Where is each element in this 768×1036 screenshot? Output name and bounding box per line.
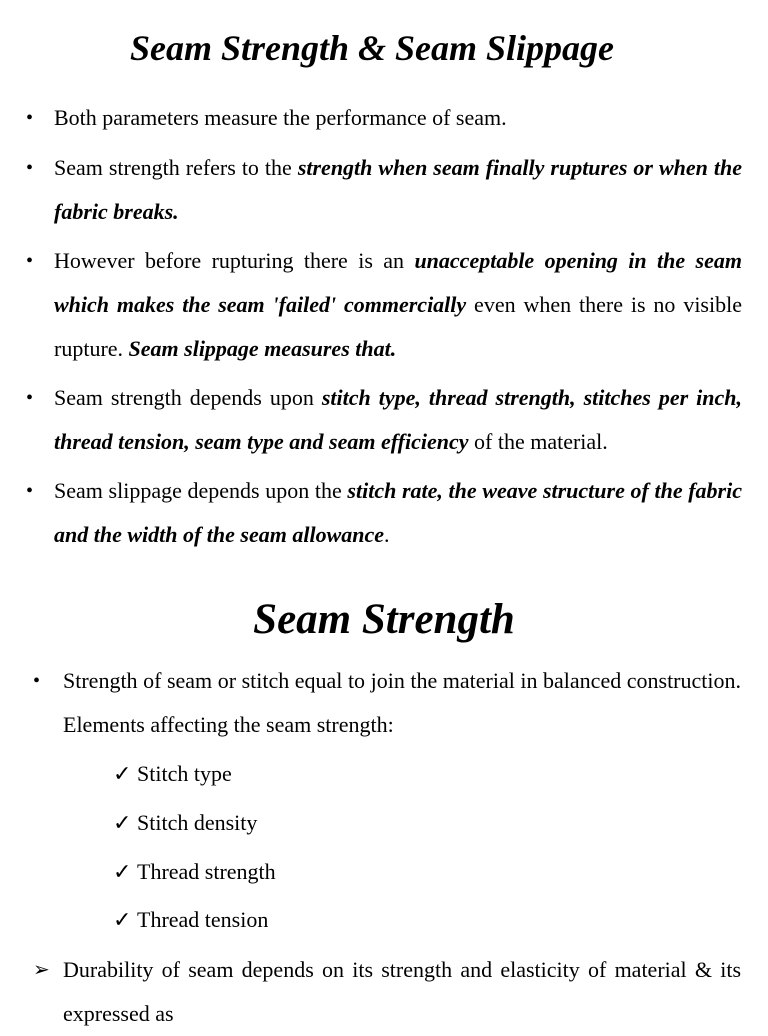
checkmark-icon: ✓ (113, 859, 132, 884)
bullet-text: . (384, 522, 390, 547)
bullet-marker: • (26, 387, 34, 409)
arrow-bullet (33, 948, 741, 1036)
bullet-marker: • (26, 157, 34, 179)
checklist-item (113, 850, 276, 894)
bullet-item (26, 146, 743, 234)
bullet-item (26, 469, 742, 557)
bullet-item (26, 96, 742, 140)
bullet-text: of the material. (468, 429, 608, 454)
bullet-marker: • (26, 107, 34, 129)
bullet-emphasis: stitch type, thread strength, stitches per inch, thread tension, seam type and seam efficiency (54, 385, 742, 454)
bullet-text: Strength of seam or stitch equal to join the material in balanced construction. Elements affecting the seam strength: (63, 668, 741, 737)
bullet-marker: • (26, 480, 34, 502)
checklist-item (113, 752, 232, 796)
bullet-text: Seam strength depends upon (54, 385, 322, 410)
bullet-text: Seam strength refers to the (54, 155, 298, 180)
page-title: Seam Strength & Seam Slippage (129, 28, 615, 68)
bullet-item (26, 376, 742, 464)
bullet-item (26, 239, 742, 371)
checklist-text: Stitch type (137, 761, 232, 786)
checkmark-icon: ✓ (113, 761, 132, 786)
arrow-icon: ➢ (33, 959, 50, 981)
checkmark-icon: ✓ (113, 907, 132, 932)
checklist-text: Thread tension (137, 907, 269, 932)
bullet-text: Both parameters measure the performance of seam. (54, 105, 507, 130)
checkmark-icon: ✓ (113, 810, 132, 835)
bullet-text: Seam slippage depends upon the (54, 478, 348, 503)
bullet-emphasis: strength when seam finally ruptures or when the fabric breaks. (54, 155, 743, 224)
checklist-text: Stitch density (137, 810, 258, 835)
checklist-item (113, 898, 268, 942)
section-bullet (33, 659, 741, 747)
bullet-text: Durability of seam depends on its strength and elasticity of material & its expressed as (63, 957, 741, 1026)
bullet-marker: • (26, 250, 34, 272)
checklist-text: Thread strength (137, 859, 276, 884)
bullet-emphasis: Seam slippage measures that. (128, 336, 397, 361)
bullet-text: even when there is no visible rupture. (54, 292, 742, 361)
bullet-marker: • (33, 670, 41, 692)
bullet-text: However before rupturing there is an (54, 248, 415, 273)
bullet-emphasis: stitch rate, the weave structure of the fabric and the width of the seam allowance (54, 478, 742, 547)
section-title: Seam Strength (253, 596, 515, 643)
bullet-emphasis: unacceptable opening in the seam which makes the seam 'failed' commercially (54, 248, 742, 317)
checklist-item (113, 801, 257, 845)
